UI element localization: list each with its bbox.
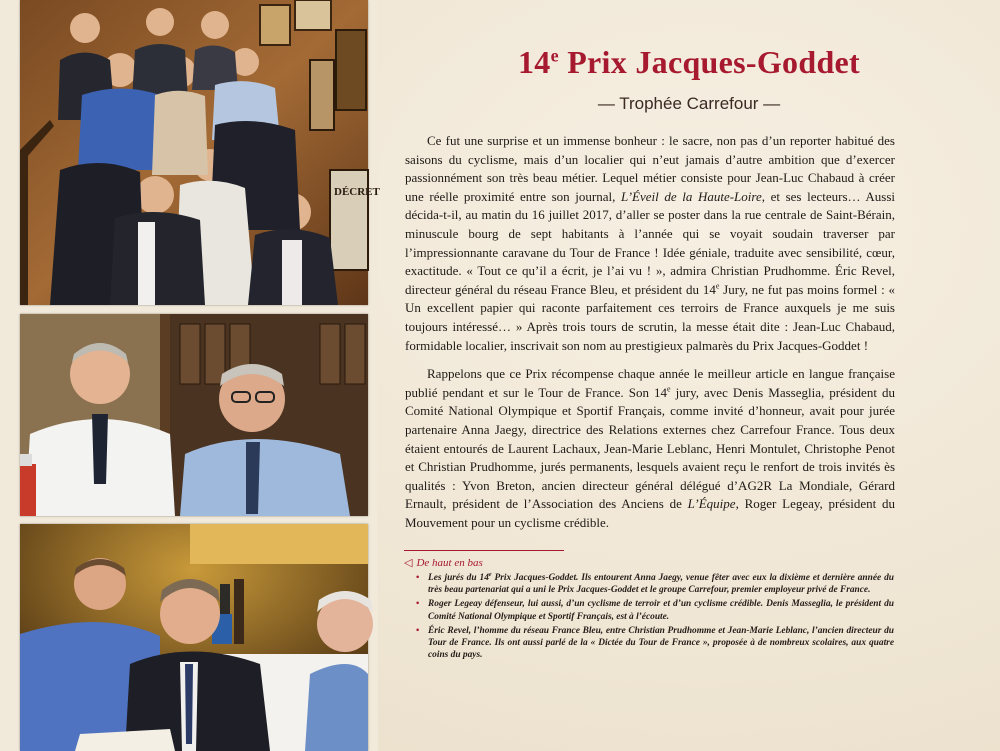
title-ordinal: e [550,45,559,66]
photo-jury-group [20,0,380,305]
bullet-icon: • [416,625,420,636]
article-body [405,132,895,542]
photo-revel-prudhomme-leblanc [20,524,368,751]
dinner-illustration [20,524,368,751]
triangle-left-icon: ◁ [404,557,413,569]
photo-column [0,0,378,751]
jury-group-illustration [20,0,380,305]
two-men-illustration [20,314,368,516]
page-subtitle: — Trophée Carrefour — [597,94,781,113]
article-paragraph-2: Rappelons que ce Prix récompense chaque année le meilleur article en langue française publié pendant et sur le Tour de France. Son 14e jury, avec Denis Masseglia, président du Comité National Olympique et Sportif Français, comme invité d’honneur, avait pour jurée partenaire Anna Jaegy, directrice des Relations externes chez Carrefour France. Tous deux étaient entourés de Laurent Lachaux, Jean-Marie Leblanc, Henri Montulet, Christophe Penot et Christian Prudhomme, jurés permanents, lesquels avaient reçu le renfort de trois invités ès qualités : Yvon Breton, ancien directeur général délégué d’AG2R La Mondiale, Gérard Ernault, président de l’Association des Anciens de L’Équipe, Roger Legeay, président du Mouvement pour un cyclisme crédible. [405,366,895,530]
title-number: 14 [518,44,551,80]
bullet-icon: • [416,599,420,610]
journal-name: L’Équipe [687,496,736,512]
caption-heading: ◁ De haut en bas [404,557,483,569]
bullet-icon: • [416,573,420,583]
caption-item-3: • Éric Revel, l’homme du réseau France Bleu, entre Christian Prudhomme et Jean-Marie Leblanc, l’ancien directeur du Tour de France. Ils ont aussi parlé de la « Dictée du Tour de France », proposée à de nombreux scolaires, aux quatre coins du pays. [416,625,894,661]
caption-item-1: • Les jurés du 14e Prix Jacques-Goddet. Ils entourent Anna Jaegy, venue fêter avec eux la dixième et dernière année du très beau partenariat qui a uni le Prix Jacques-Goddet et le groupe Carrefour, premier employeur privé de France. [416,571,894,596]
title-text: Prix Jacques-Goddet [558,44,860,80]
page-title [378,40,1000,84]
article-paragraph-1: Ce fut une surprise et un immense bonheur : le sacre, non pas d’un reporter habitué des saisons du cyclisme, mais d’un localier qui n’eut jamais d’autre ambition que d’exercer passionnément son très beau métier. Lequel métier consiste pour Jean-Luc Chabaud à créer une réelle proximité entre son journal, L’Éveil de la Haute-Loire, et ses lecteurs… Aussi décida-t-il, au matin du 16 juillet 2017, d’aller se poster dans la rue centrale de Saint-Bérain, minuscule bourg de sept habitants à l’année qui se voyait soudain traverser par l’impressionnante caravane du Tour de France ! Idée géniale, traduite avec sensibilité, cœur, exactitude. « Tout ce qu’il a écrit, je l’ai vu ! », admira Christian Prudhomme. Éric Revel, directeur général du réseau France Bleu, et président du 14e Jury, ne fut pas moins formel : « Un excellent papier qui raconte parfaitement ces terroirs de France auxquels je me suis toujours intéressé… » Après trois tours de scrutin, la messe était dite : Jean-Luc Chabaud, formidable localier, inscrivait son nom au prestigieux palmarès du Prix Jacques-Goddet ! [405,133,896,353]
photo-legeay-masseglia [20,314,368,516]
journal-name: L’Éveil de la Haute-Loire [620,188,762,204]
photo-sign-text: DÉCRET [334,186,380,198]
caption-item-2: • Roger Legeay défenseur, lui aussi, d’un cyclisme de terroir et d’un cyclisme crédible. Denis Masseglia, le président du Comité National Olympique et Sportif Français, est à l’écoute. [416,599,894,622]
caption-list [416,572,894,663]
caption-divider [404,550,564,551]
